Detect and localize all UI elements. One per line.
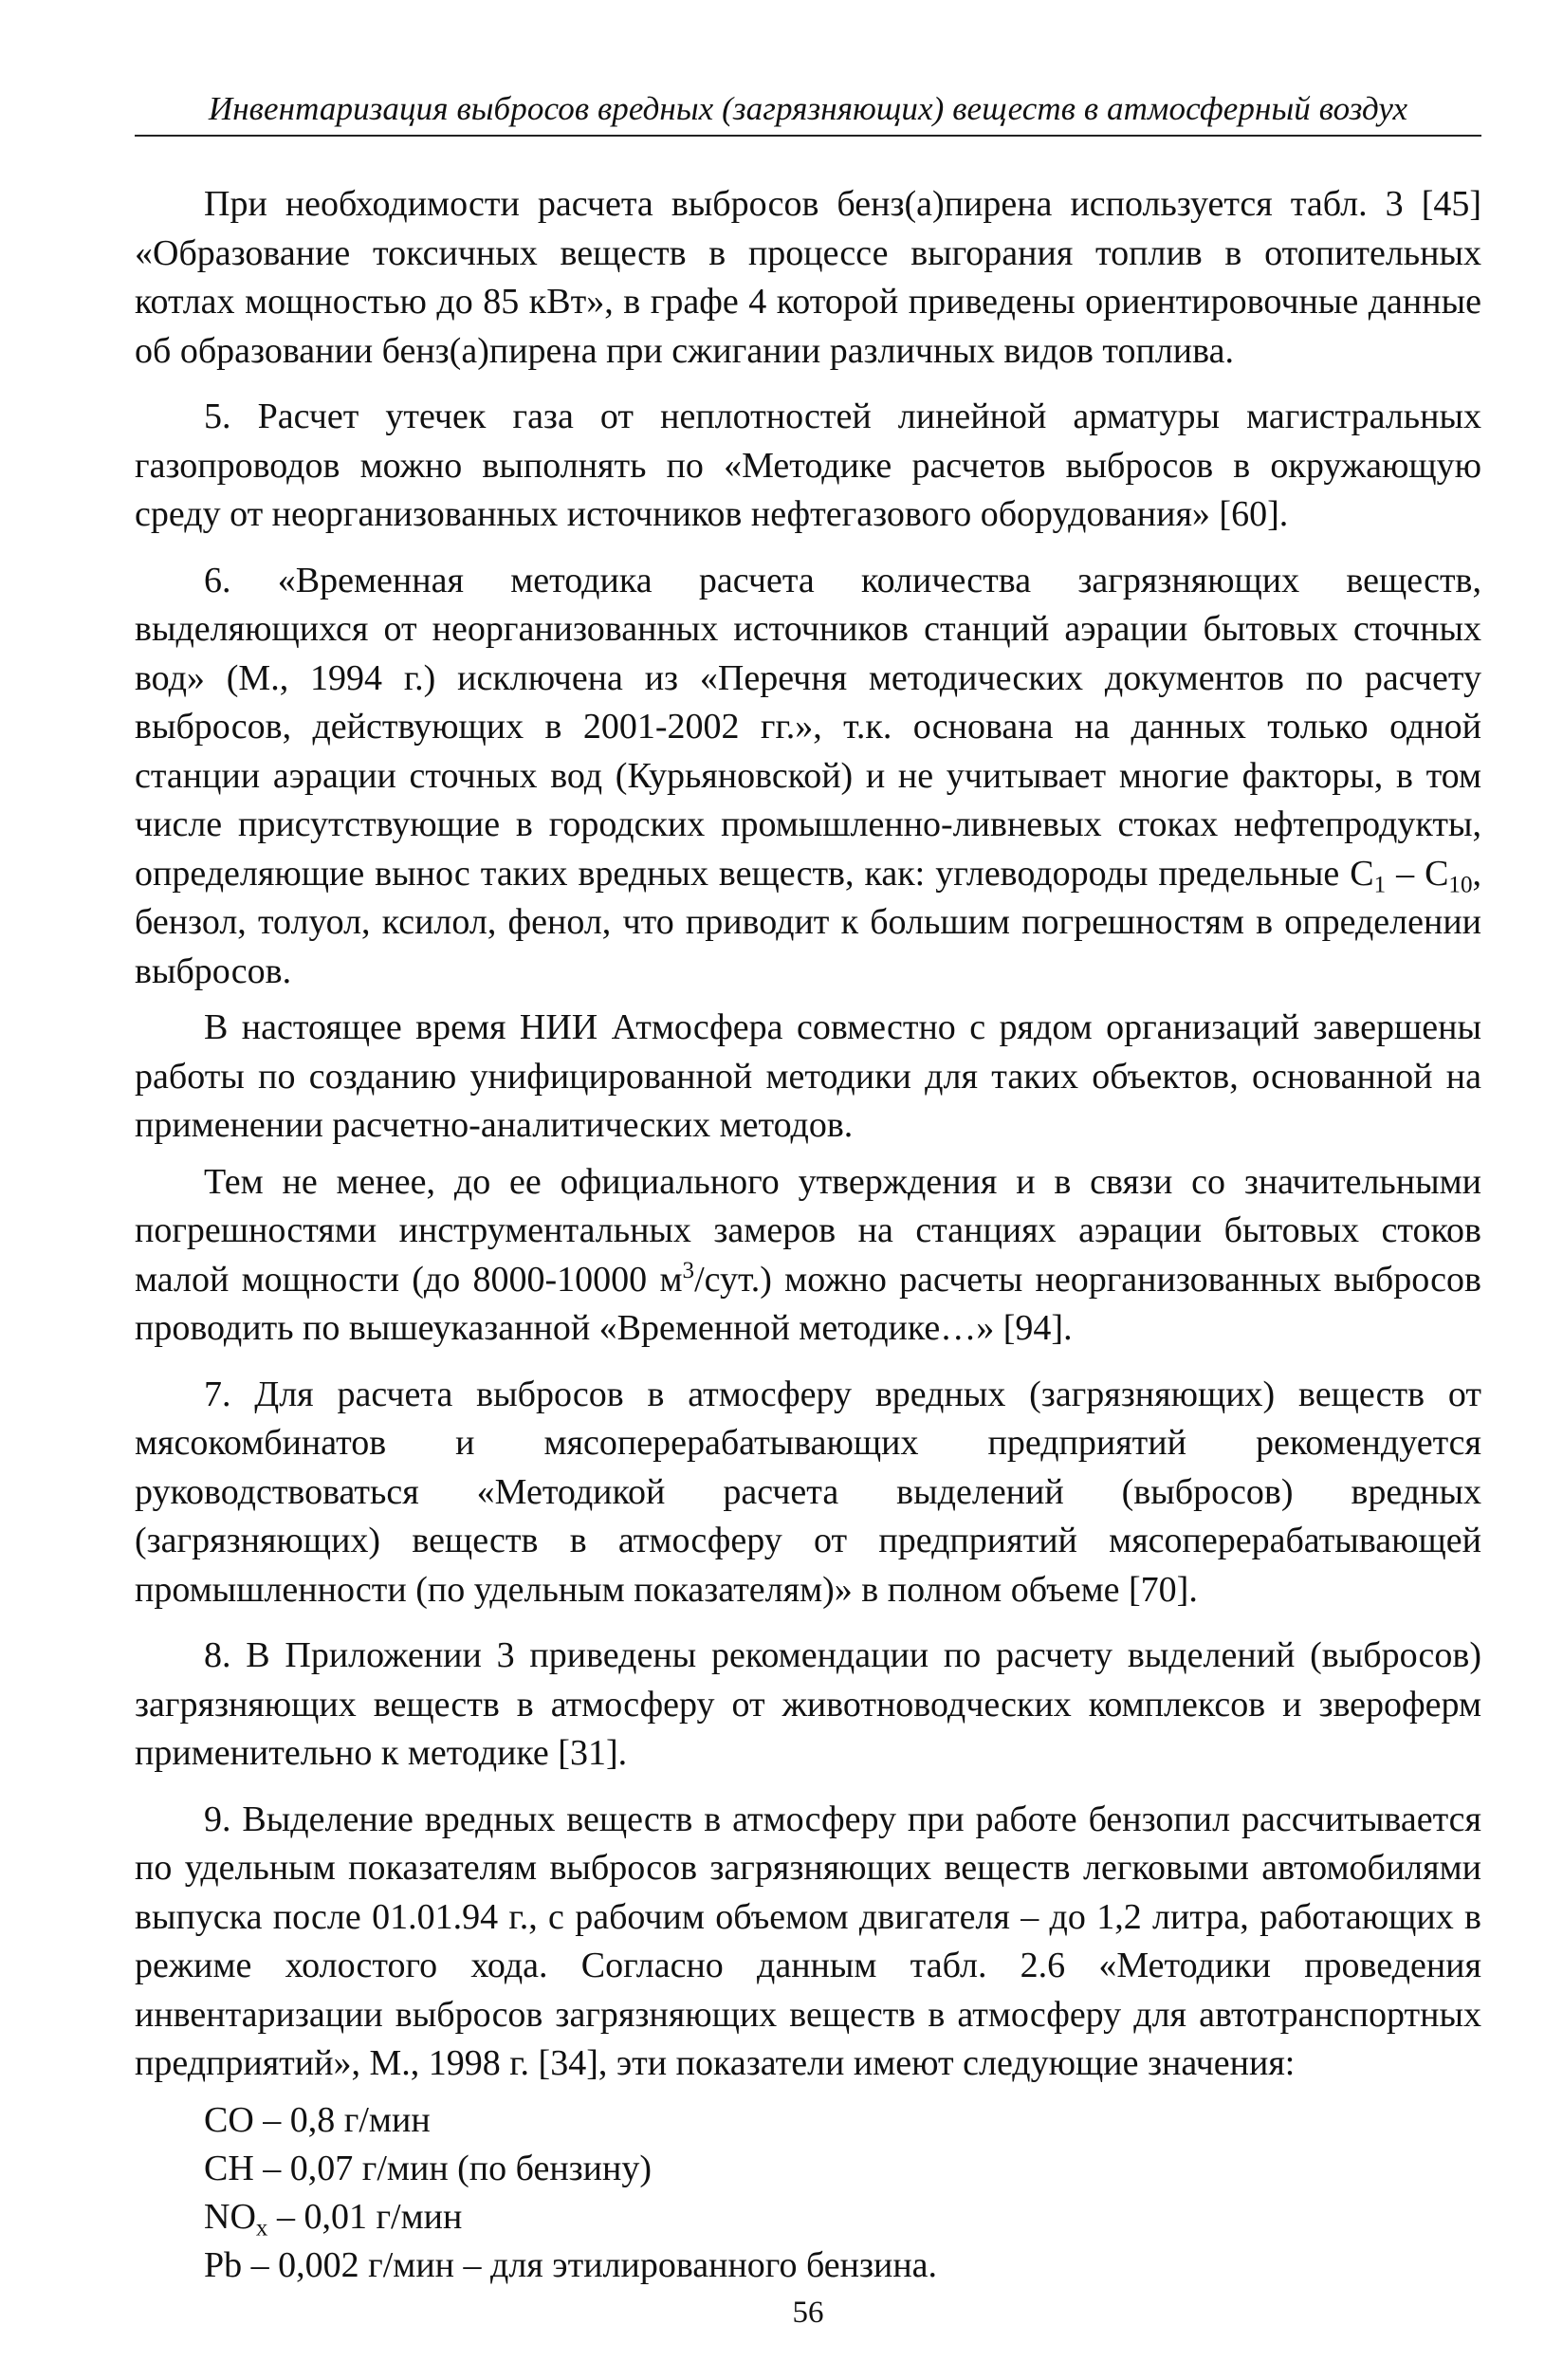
nox-suffix: – 0,01 г/мин	[267, 2196, 463, 2237]
body-text	[135, 180, 1481, 2332]
item6-sub-1: 1	[1373, 872, 1387, 898]
running-header: Инвентаризация выбросов вредных (загрязняющих) веществ в атмосферный воздух	[135, 85, 1481, 137]
value-pb: Pb – 0,002 г/мин – для этилированного бензина.	[204, 2244, 938, 2285]
paragraph-nevertheless	[135, 1158, 1481, 1354]
item6-sub-10: 10	[1448, 872, 1473, 898]
paragraph-item-9: 9. Выделение вредных веществ в атмосферу при работе бензопил рассчитывается по удельным показателям выбросов загрязняющих веществ легковыми автомобилями выпуска после 01.01.94 г., с рабочим объемом двигателя – до 1,2 литра, работающих в режиме холостого хода. Согласно данным табл. 2.6 «Методики проведения инвентаризации выбросов загрязняющих веществ в атмосферу для автотранспортных предприятий», М., 1998 г. [34], эти показатели имеют следующие значения:	[135, 1799, 1481, 2083]
item6-text-end: , бензол, толуол, ксилол, фенол, что приводит к большим погрешностям в определении выбросов.	[135, 853, 1481, 991]
paragraph-benzapyrene: При необходимости расчета выбросов бенз(а)пирена используется табл. 3 [45] «Образование токсичных веществ в процессе выгорания топлив в отопительных котлах мощностью до 85 кВт», в графе 4 которой приведены ориентировочные данные об образовании бенз(а)пирена при сжигании различных видов топлива.	[135, 184, 1481, 371]
document-page	[135, 85, 1481, 2332]
paragraph-item-8: 8. В Приложении 3 приведены рекомендации по расчету выделений (выбросов) загрязняющих веществ в атмосферу от животноводческих комплексов и звероферм применительно к методике [31].	[135, 1635, 1481, 1773]
item6-dash: – C	[1386, 853, 1449, 894]
cubic-superscript: 3	[682, 1257, 695, 1283]
item6-text-main: 6. «Временная методика расчета количества загрязняющих веществ, выделяющихся от неорганизованных источников станций аэрации бытовых сточных вод» (М., 1994 г.) исключена из «Перечня методических документов по расчету выбросов, действующих в 2001-2002 гг.», т.к. основана на данных только одной станции аэрации сточных вод (Курьяновской) и не учитывает многие факторы, в том числе присутствующие в городских промышленно-ливневых стоках нефтепродукты, определяющие вынос таких вредных веществ, как: углеводороды предельные C	[135, 560, 1481, 894]
page-number: 56	[792, 2295, 824, 2330]
value-ch: СН – 0,07 г/мин (по бензину)	[204, 2148, 653, 2188]
value-co: СО – 0,8 г/мин	[204, 2099, 431, 2140]
value-nox	[135, 2193, 1481, 2242]
nox-prefix: NO	[204, 2196, 256, 2237]
paragraph-item-7: 7. Для расчета выбросов в атмосферу вредных (загрязняющих) веществ от мясокомбинатов и мясоперерабатывающих предприятий рекомендуется руководствоваться «Методикой расчета выделений (выбросов) вредных (загрязняющих) веществ в атмосферу от предприятий мясоперерабатывающей промышленности (по удельным показателям)» в полном объеме [70].	[135, 1374, 1481, 1610]
paragraph-item-6	[135, 557, 1481, 997]
paragraph-item-5: 5. Расчет утечек газа от неплотностей линейной арматуры магистральных газопроводов можно выполнять по «Методике расчетов выбросов в окружающую среду от неорганизованных источников нефтегазового оборудования» [60].	[135, 397, 1481, 534]
nevertheless-text-end: /сут.) можно расчеты неорганизованных выбросов проводить по вышеуказанной «Временной методике…» [94].	[135, 1259, 1481, 1348]
emission-values-list	[135, 2096, 1481, 2290]
nox-sub: x	[255, 2215, 268, 2242]
nevertheless-text-main: Тем не менее, до ее официального утверждения и в связи со значительными погрешностями инструментальных замеров на станциях аэрации бытовых стоков малой мощности (до 8000-10000 м	[135, 1161, 1481, 1300]
paragraph-nii-atmosfera: В настоящее время НИИ Атмосфера совместно с рядом организаций завершены работы по созданию унифицированной методики для таких объектов, основанной на применении расчетно-аналитических методов.	[135, 1007, 1481, 1145]
